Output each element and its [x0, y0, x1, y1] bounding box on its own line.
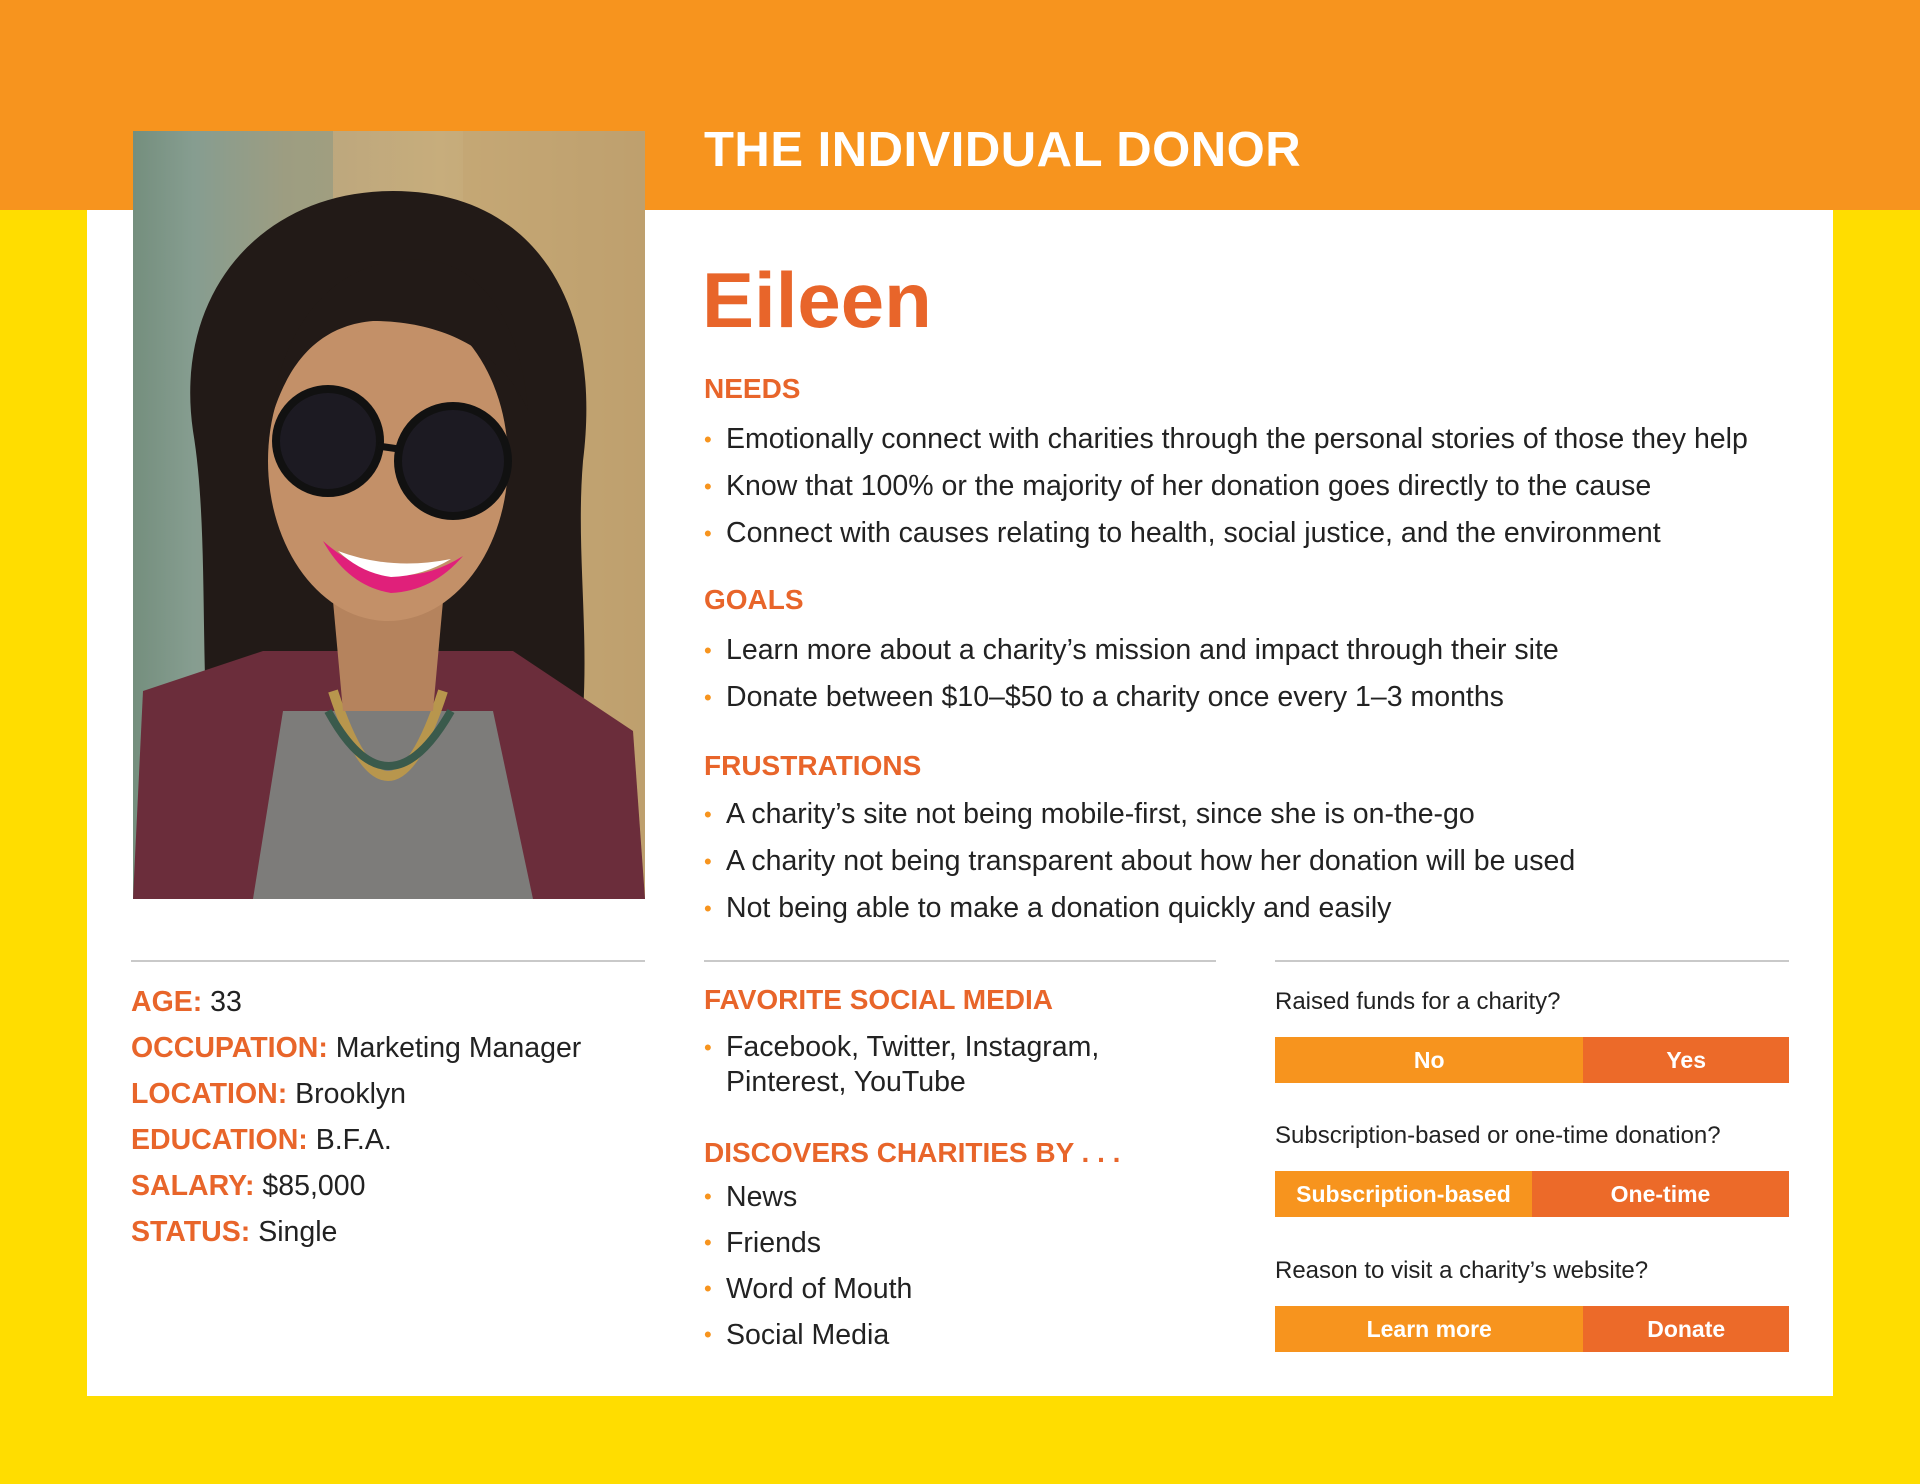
option-subscription-based[interactable]: Subscription-based [1275, 1171, 1532, 1217]
stat-age [131, 979, 581, 1025]
list-item: • Know that 100% or the majority of her donation goes directly to the cause [704, 463, 1748, 510]
question-bar [1275, 1037, 1789, 1083]
list-item: • Not being able to make a donation quickly and easily [704, 885, 1575, 932]
frustrations-heading: FRUSTRATIONS [704, 750, 922, 781]
option-one-time[interactable]: One-time [1532, 1171, 1789, 1217]
social-heading: FAVORITE SOCIAL MEDIA [704, 984, 1053, 1015]
list-item: • Emotionally connect with charities through the personal stories of those they help [704, 416, 1748, 463]
stat-occupation [131, 1025, 581, 1071]
stat-location [131, 1071, 581, 1117]
stat-value: Brooklyn [295, 1078, 407, 1110]
social-line: • Facebook, Twitter, Instagram, [726, 1031, 1100, 1063]
option-donate[interactable]: Donate [1583, 1306, 1789, 1352]
stat-status [131, 1209, 581, 1255]
goals-list [704, 627, 1559, 721]
list-item: • Learn more about a charity’s mission and impact through their site [704, 627, 1559, 674]
list-item: • A charity not being transparent about how her donation will be used [704, 838, 1575, 885]
social-list-item [704, 1030, 1099, 1100]
question-label: Reason to visit a charity’s website? [1275, 1257, 1649, 1284]
persona-photo [133, 131, 645, 899]
frustrations-list [704, 791, 1575, 932]
social-line: Pinterest, YouTube [726, 1066, 966, 1098]
needs-list [704, 416, 1748, 557]
stat-label: LOCATION: [131, 1078, 288, 1110]
discovers-list [704, 1174, 912, 1358]
demographics [131, 979, 581, 1255]
stat-value: Single [258, 1216, 338, 1248]
divider [1275, 960, 1789, 962]
stat-value: B.F.A. [315, 1124, 392, 1156]
stat-label: OCCUPATION: [131, 1032, 328, 1064]
stat-value: $85,000 [262, 1170, 366, 1202]
stat-salary [131, 1163, 581, 1209]
option-no[interactable]: No [1275, 1037, 1583, 1083]
discovers-heading: DISCOVERS CHARITIES BY . . . [704, 1137, 1121, 1168]
option-yes[interactable]: Yes [1583, 1037, 1789, 1083]
option-learn-more[interactable]: Learn more [1275, 1306, 1583, 1352]
divider [704, 960, 1216, 962]
stat-label: AGE: [131, 986, 203, 1018]
question-bar [1275, 1306, 1789, 1352]
question-label: Raised funds for a charity? [1275, 988, 1561, 1015]
stat-value: Marketing Manager [335, 1032, 582, 1064]
list-item: • Connect with causes relating to health, social justice, and the environment [704, 510, 1748, 557]
list-item: • Word of Mouth [704, 1266, 912, 1312]
divider [131, 960, 645, 962]
stat-value: 33 [210, 986, 242, 1018]
list-item: • News [704, 1174, 912, 1220]
needs-heading: NEEDS [704, 373, 801, 404]
list-item: • Social Media [704, 1312, 912, 1358]
list-item: • Donate between $10–$50 to a charity once every 1–3 months [704, 674, 1559, 721]
stat-label: SALARY: [131, 1170, 255, 1202]
stat-education [131, 1117, 581, 1163]
persona-type-title: THE INDIVIDUAL DONOR [704, 123, 1302, 177]
goals-heading: GOALS [704, 584, 804, 615]
stat-label: STATUS: [131, 1216, 251, 1248]
stat-label: EDUCATION: [131, 1124, 308, 1156]
question-bar [1275, 1171, 1789, 1217]
question-label: Subscription-based or one-time donation? [1275, 1122, 1721, 1149]
persona-name: Eileen [702, 256, 932, 344]
list-item: • Friends [704, 1220, 912, 1266]
list-item: • A charity’s site not being mobile-first, since she is on-the-go [704, 791, 1575, 838]
